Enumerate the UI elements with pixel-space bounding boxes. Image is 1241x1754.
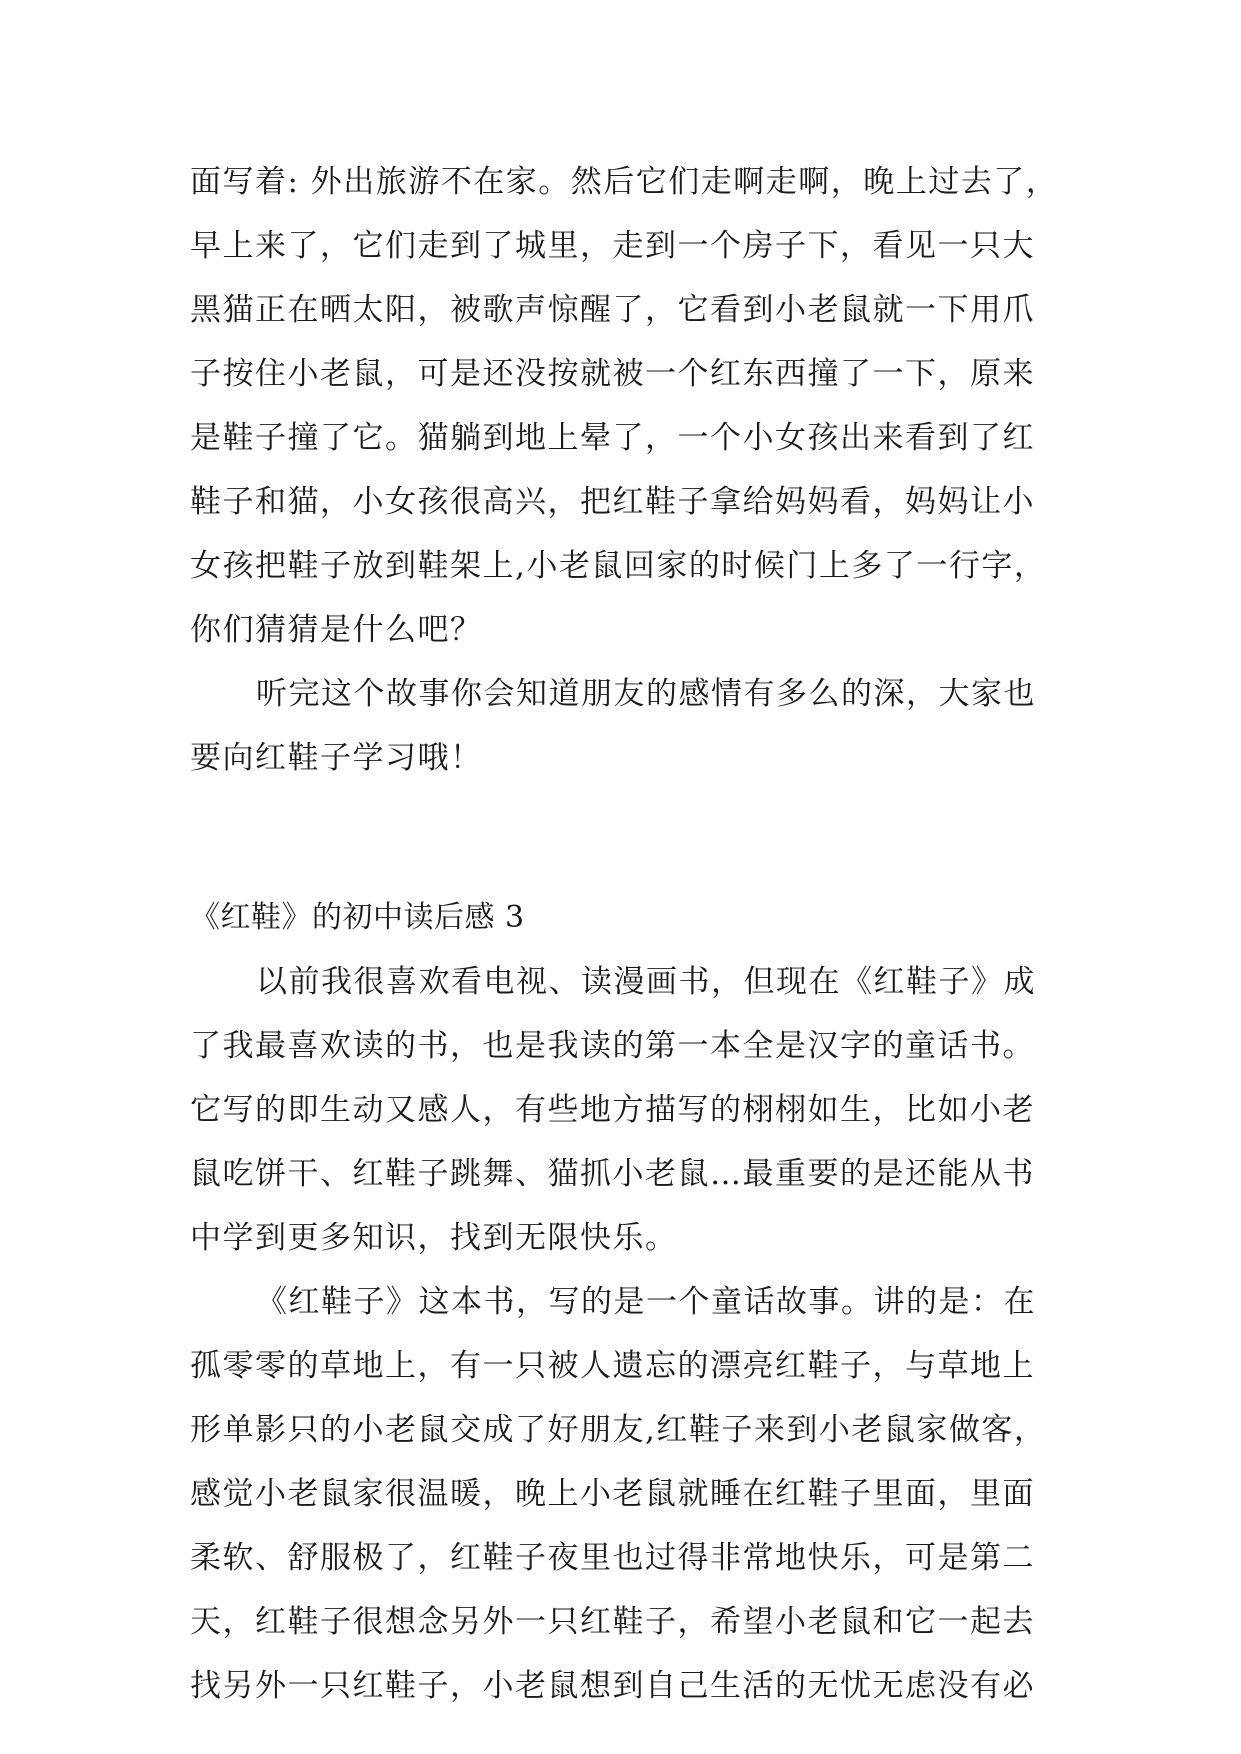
story-continuation-paragraph — [190, 150, 1070, 662]
text-line: 要向红鞋子学习哦！ — [190, 740, 483, 776]
text-line: 以前我很喜欢看电视、读漫画书，但现在《红鞋子》成 — [256, 964, 1036, 1000]
text-line: 孤零零的草地上，有一只被人遗忘的漂亮红鞋子，与草地上 — [190, 1348, 1035, 1384]
text-line: 《红鞋子》这本书，写的是一个童话故事。讲的是：在 — [256, 1284, 1036, 1320]
text-line: 柔软、舒服极了，红鞋子夜里也过得非常地快乐，可是第二 — [190, 1540, 1035, 1576]
text-line: 天，红鞋子很想念另外一只红鞋子，希望小老鼠和它一起去 — [190, 1604, 1035, 1640]
text-line: 找另外一只红鞋子，小老鼠想到自己生活的无忧无虑没有必 — [190, 1668, 1035, 1704]
text-line: 黑猫正在晒太阳，被歌声惊醒了，它看到小老鼠就一下用爪 — [190, 292, 1035, 328]
text-line: 早上来了，它们走到了城里，走到一个房子下，看见一只大 — [190, 228, 1035, 264]
closing-paragraph — [190, 662, 1070, 790]
section-spacer — [190, 790, 1070, 886]
text-line: 感觉小老鼠家很温暖，晚上小老鼠就睡在红鞋子里面，里面 — [190, 1476, 1035, 1512]
text-line: 子按住小老鼠，可是还没按就被一个红东西撞了一下，原来 — [190, 356, 1035, 392]
text-line: 鞋子和猫，小女孩很高兴，把红鞋子拿给妈妈看，妈妈让小 — [190, 484, 1035, 520]
article-body — [190, 150, 1070, 1718]
text-line: 中学到更多知识，找到无限快乐。 — [190, 1220, 678, 1256]
text-line: 鼠吃饼干、红鞋子跳舞、猫抓小老鼠…最重要的是还能从书 — [190, 1156, 1035, 1192]
text-line: 了我最喜欢读的书，也是我读的第一本全是汉字的童话书。 — [190, 1028, 1035, 1064]
text-line: 它写的即生动又感人，有些地方描写的栩栩如生，比如小老 — [190, 1092, 1035, 1128]
section-paragraph-2 — [190, 1270, 1070, 1718]
text-line: 你们猜猜是什么吧？ — [190, 612, 483, 648]
text-line: 听完这个故事你会知道朋友的感情有多么的深，大家也 — [256, 676, 1036, 712]
text-line: 面写着: 外出旅游不在家。然后它们走啊走啊，晚上过去了， — [190, 164, 1059, 200]
section-paragraph-1 — [190, 950, 1070, 1270]
text-line: 形单影只的小老鼠交成了好朋友,红鞋子来到小老鼠家做客， — [190, 1412, 1047, 1448]
text-line: 是鞋子撞了它。猫躺到地上晕了，一个小女孩出来看到了红 — [190, 420, 1035, 456]
section-heading: 《红鞋》的初中读后感 3 — [190, 900, 525, 935]
text-line: 女孩把鞋子放到鞋架上,小老鼠回家的时候门上多了一行字， — [190, 548, 1047, 584]
